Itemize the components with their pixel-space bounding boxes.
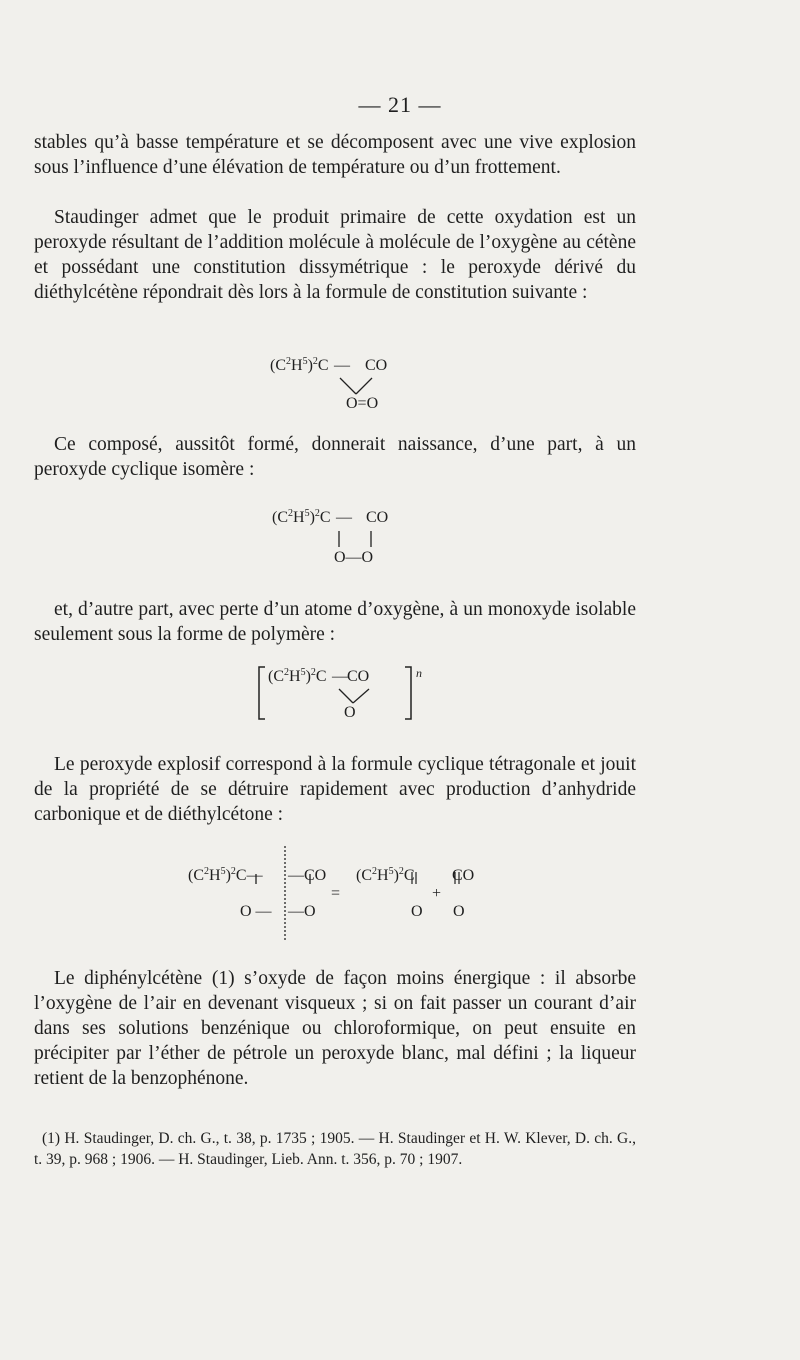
formula-3-co: CO [347,668,370,685]
formula-3-dash: — [332,668,348,685]
formula-4-right-oxygen-1: O [411,903,423,920]
page-number: — 21 — [358,92,442,117]
formula-2-oxygen-ring: O—O [334,549,374,566]
formula-2-dash: — [336,509,352,526]
formula-4-left-oxygen-2: —O [288,903,316,920]
formula-4-plus: + [432,885,442,902]
footnote-text: H. Staudinger, D. ch. G., t. 38, p. 1735 ; 1905. — H. Staudinger et H. W. Klever, D. ch. G., t. 39, p. 968 ; 1906. — H. Staudinger, Lieb. Ann. t. 356, p. 70 ; 1907. [34,1130,637,1168]
formula-4-right-co: CO [452,867,475,884]
paragraph-5: Le peroxyde explosif correspond à la formule cyclique tétragonale et jouit de la propriété de se détruire rapidement avec production d’anhydride carbonique et de diéthylcétone : [34,754,636,825]
formula-4-right-oxygen-2: O [453,903,465,920]
paragraph-4: et, d’autre part, avec perte d’un atome d’oxygène, à un monoxyde isolable seulement sous la forme de polymère : [34,599,636,645]
formula-2-co: CO [366,509,389,526]
formula-4-left-group: $(C^2H^5)^2C—$ [188,866,263,884]
footnote [34,1128,636,1170]
formula-3-oxygen: O [344,704,356,721]
formula-2-group: $(C^2H^5)^2C$ [272,508,331,526]
paragraph-2: Staudinger admet que le produit primaire de cette oxydation est un peroxyde résultant de l’addition molécule à molécule de l’oxygène au cétène et possédant une constitution dissymétrique : le peroxyde dérivé du diéthylcétène répondrait dès lors à la formule de constitution suivante : [34,207,636,303]
formula-1-dash: — [334,357,350,374]
formula-1-bonds [338,376,378,396]
paragraph-1: stables qu’à basse température et se décomposent avec une vive explosion sous l’influence d’une élévation de température ou d’un frottement. [34,132,636,178]
formula-1-oxygen-pair: O=O [346,395,379,412]
formula-1-group: $(C^2H^5)^2C$ [270,356,329,374]
formula-4-right-group: $(C^2H^5)^2C$ [356,866,415,884]
formula-4-left-co: —CO [288,867,327,884]
formula-4-left-oxygen: O — [240,903,272,920]
footnote-number: (1) [42,1130,61,1147]
paragraph-6: Le diphénylcétène (1) s’oxyde de façon moins énergique : il absorbe l’oxygène de l’air en devenant visqueux ; si on fait passer un courant d’air dans ses solutions benzénique ou chloroformique, on peut ensuite en précipiter par l’éther de pétrole un peroxyde blanc, mal défini ; la liqueur retient de la benzophénone. [34,968,636,1089]
formula-3-subscript-n: n [416,666,422,680]
formula-1-co: CO [365,357,388,374]
paragraph-3: Ce composé, aussitôt formé, donnerait naissance, d’une part, à un peroxyde cyclique isomère : [34,434,636,480]
formula-4-equals: = [331,885,341,902]
formula-3-group: $(C^2H^5)^2C$ [268,667,327,685]
